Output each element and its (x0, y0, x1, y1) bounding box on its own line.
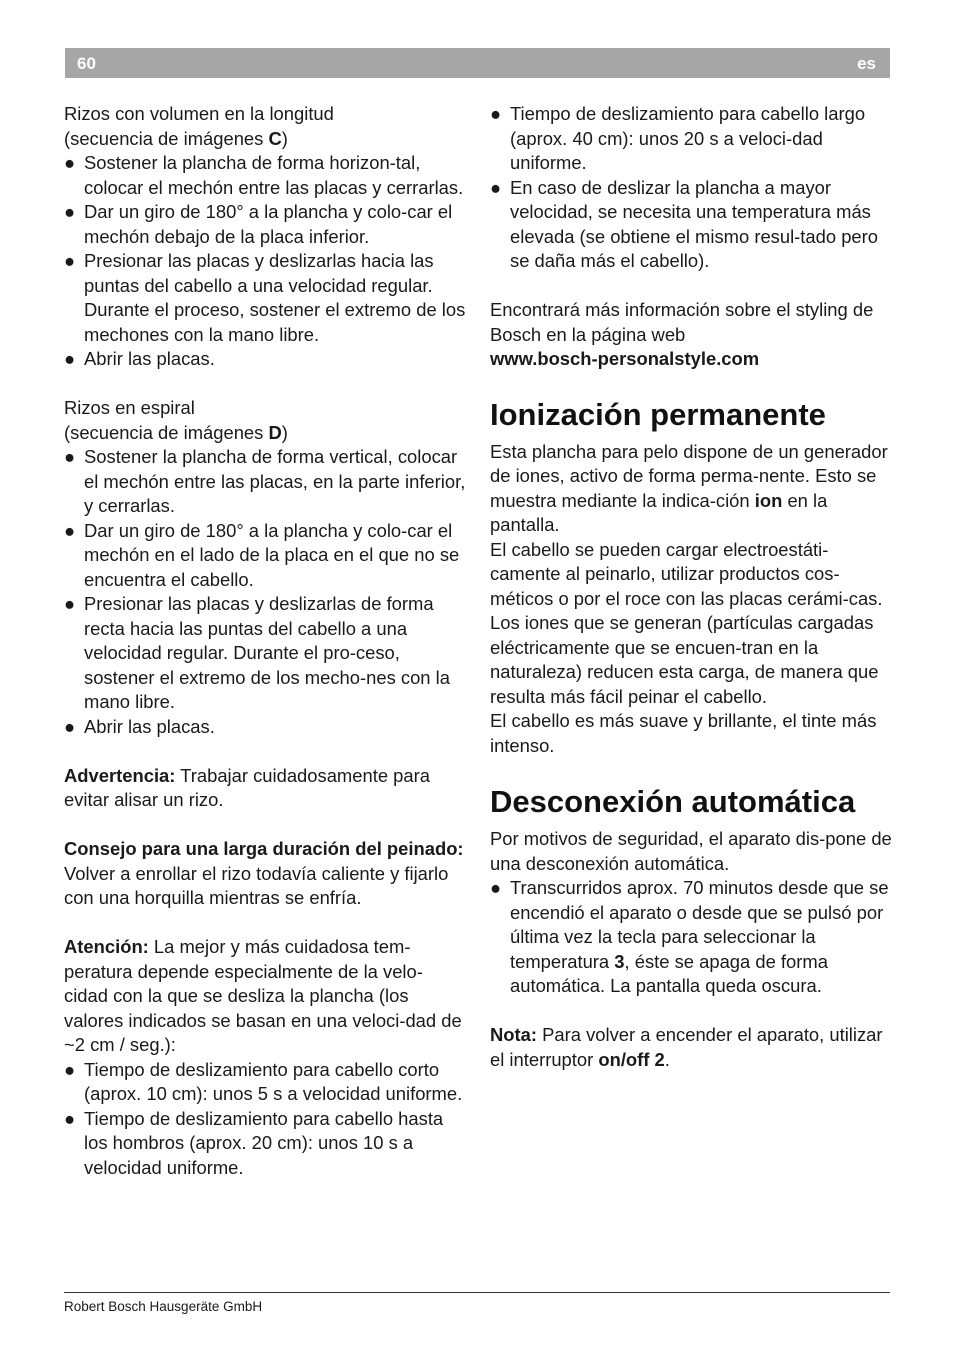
attention-steps (64, 1058, 466, 1181)
section-d-title-line1: Rizos en espiral (64, 397, 195, 418)
list-item: ● Dar un giro de 180° a la plancha y colo-car el mechón debajo de la placa inferior. (64, 201, 453, 247)
page-number: 60 (77, 54, 96, 73)
ionization-paragraph-1: Esta plancha para pelo dispone de un generador de iones, activo de forma perma-nente. Esto se muestra mediante la indica-ción ion en la pantalla. (490, 440, 888, 535)
list-item: ● Tiempo de deslizamiento para cabello largo (aprox. 40 cm): unos 20 s a veloci-dad uniforme. (490, 103, 866, 173)
auto-off-heading: Desconexión automática (490, 784, 856, 819)
language-code: es (857, 54, 876, 73)
list-item: ● En caso de deslizar la plancha a mayor velocidad, se necesita una temperatura más elevada (se obtiene el mismo resul-tado pero se daña más el cabello). (490, 176, 879, 271)
note-text: Nota: Para volver a encender el aparato, utilizar el interruptor on/off 2. (490, 1024, 883, 1070)
list-item: ● Abrir las placas. (64, 715, 215, 737)
section-c-steps (64, 151, 466, 372)
ionization-heading: Ionización permanente (490, 396, 826, 432)
list-item: ● Transcurridos aprox. 70 minutos desde que se encendió el aparato o desde que se pulsó por última vez la tecla para seleccionar la temperatura 3, éste se apaga de forma automática. La pantalla queda oscura. (490, 877, 889, 996)
section-c-title-line2: (secuencia de imágenes C) (64, 127, 288, 149)
footer-divider (64, 1292, 890, 1293)
list-item: ● Presionar las placas y deslizarlas de forma recta hacia las puntas del cabello a una velocidad regular. Durante el pro-ceso, sostener el extremo de los mecho-nes con la mano libre. (64, 593, 450, 712)
left-column (64, 102, 466, 1180)
section-d-title-line2: (secuencia de imágenes D) (64, 421, 288, 443)
list-item: ● Tiempo de deslizamiento para cabello hasta los hombros (aprox. 20 cm): unos 10 s a velocidad uniforme. (64, 1107, 444, 1178)
right-column (490, 102, 892, 1072)
ionization-paragraph-3: El cabello es más suave y brillante, el tinte más intenso. (490, 710, 877, 756)
section-d-steps (64, 445, 466, 739)
page-header-bar (65, 48, 890, 78)
list-item: ● Tiempo de deslizamiento para cabello corto (aprox. 10 cm): unos 5 s a velocidad uniforme. (64, 1058, 463, 1104)
list-item: ● Sostener la plancha de forma horizon-tal, colocar el mechón entre las placas y cerrarlas. (64, 152, 464, 198)
footer-company: Robert Bosch Hausgeräte GmbH (64, 1299, 263, 1314)
auto-off-intro: Por motivos de seguridad, el aparato dis-pone de una desconexión automática. (490, 828, 892, 874)
gliding-time-steps (490, 102, 892, 274)
more-info-text: Encontrará más información sobre el styling de Bosch en la página web (490, 299, 874, 345)
list-item: ● Presionar las placas y deslizarlas hacia las puntas del cabello a una velocidad regular. Durante el proceso, sostener el extremo de los mechones con la mano libre. (64, 250, 466, 345)
website-url[interactable]: www.bosch-personalstyle.com (490, 348, 760, 369)
list-item: ● Dar un giro de 180° a la plancha y colo-car el mechón en el lado de la placa en el que no se encuentra el cabello. (64, 519, 460, 590)
list-item: ● Sostener la plancha de forma vertical, colocar el mechón entre las placas, en la parte inferior, y cerrarlas. (64, 446, 466, 516)
tip-note: Consejo para una larga duración del peinado: Volver a enrollar el rizo todavía caliente y fijarlo con una horquilla mientras se enfría. (64, 838, 464, 908)
section-c-title-line1: Rizos con volumen en la longitud (64, 103, 334, 124)
auto-off-steps (490, 876, 892, 999)
ionization-paragraph-2: El cabello se pueden cargar electroestáti-camente al peinarlo, utilizar productos cos-méticos o por el roce con las placas cerámi-cas. Los iones que se generan (partículas cargadas eléctricamente que se encuen-tran en la naturaleza) reducen esta carga, de manera que resulta más fácil peinar el cabello. (490, 538, 883, 707)
attention-note: Atención: La mejor y más cuidadosa tem-peratura depende especialmente de la velo-cidad con la que se desliza la plancha (los valores indicados se basan en una veloci-dad de ~2 cm / seg.): (64, 936, 462, 1055)
warning-note: Advertencia: Trabajar cuidadosamente para evitar alisar un rizo. (64, 764, 430, 810)
list-item: ● Abrir las placas. (64, 348, 215, 369)
